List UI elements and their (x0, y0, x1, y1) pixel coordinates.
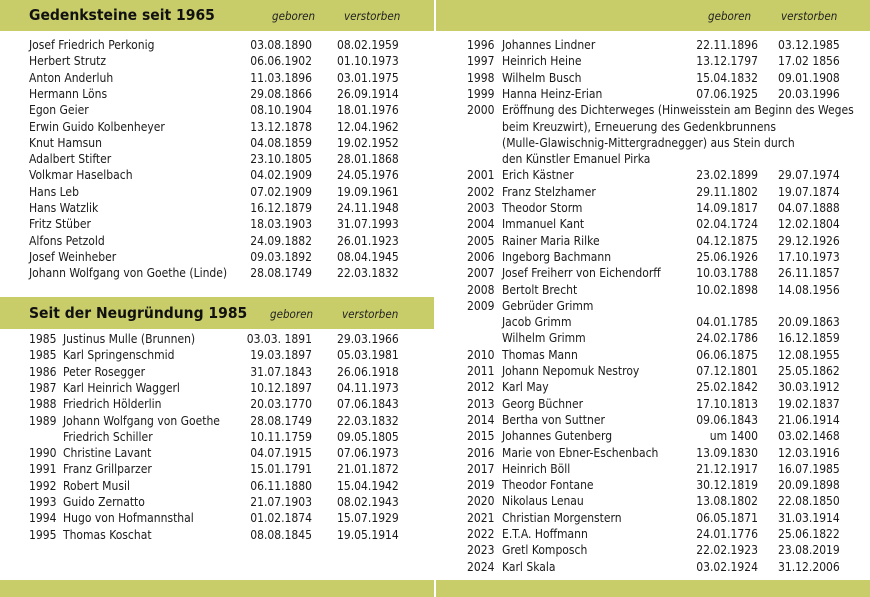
section1-died-label: verstorben (344, 9, 401, 23)
entry-born: 24.02.1786 (696, 331, 758, 346)
list-item (436, 249, 870, 265)
list-item (436, 314, 870, 330)
entry-born: 06.11.1880 (250, 478, 312, 493)
entry-died: 25.05.1862 (778, 364, 840, 378)
entry-born: 04.01.1785 (696, 315, 758, 330)
entry-name: Nikolaus Lenau (502, 494, 584, 509)
entry-born: 24.01.1776 (696, 527, 758, 541)
list-item (0, 380, 434, 396)
entry-died: 04.11.1973 (337, 380, 399, 395)
entry-name: Bertolt Brecht (502, 282, 578, 297)
entry-year: 2020 (467, 494, 495, 509)
list-item (0, 494, 434, 510)
entry-year: 1989 (29, 413, 57, 428)
entry-name: Heinrich Böll (502, 461, 571, 476)
list-item (436, 151, 870, 167)
list-item (0, 102, 434, 118)
entry-died: 29.07.1974 (778, 168, 840, 183)
entry-born: 30.12.1819 (696, 478, 758, 493)
entry-died: 03.01.1975 (337, 70, 399, 85)
entry-born: 04.02.1909 (250, 168, 312, 183)
list-item (0, 37, 434, 53)
entry-born: 18.03.1903 (250, 217, 312, 232)
entry-name: Christian Morgenstern (502, 510, 622, 525)
entry-year: 2008 (467, 282, 495, 297)
entry-died: 29.03.1966 (337, 332, 399, 346)
list-item (0, 364, 434, 380)
entry-born: 17.10.1813 (696, 396, 758, 411)
entry-died: 12.03.1916 (778, 445, 840, 460)
list-item (0, 347, 434, 363)
entry-year: 2009 (467, 298, 495, 313)
entry-died: 23.08.2019 (778, 543, 840, 558)
entry-born: 04.07.1915 (250, 446, 312, 461)
entry-name: Immanuel Kant (502, 217, 585, 232)
entry-name: Hanna Heinz-Erian (502, 86, 603, 101)
list-item (0, 119, 434, 135)
entry-died: 14.08.1956 (778, 282, 840, 297)
entry-died: 21.06.1914 (778, 412, 840, 427)
entry-year: 2010 (467, 347, 495, 362)
entry-year: 1999 (467, 86, 495, 101)
entry-name: Theodor Storm (502, 201, 583, 215)
entry-name: Gebrüder Grimm (502, 298, 594, 313)
entry-name: Herbert Strutz (29, 54, 107, 69)
list-item (436, 135, 870, 151)
list-item (436, 445, 870, 461)
entry-year: 2004 (467, 217, 495, 232)
entry-born: 13.12.1878 (250, 119, 312, 134)
entry-born: 09.06.1843 (696, 412, 758, 427)
section2-born-label: geboren (270, 307, 314, 321)
list-item (436, 167, 870, 183)
entry-born: 03.08.1890 (250, 38, 312, 52)
entry-died: 03.02.1468 (778, 429, 840, 444)
entry-died: 08.02.1959 (337, 38, 399, 52)
list-item (436, 53, 870, 69)
entry-year: 2001 (467, 168, 495, 183)
entry-year: 1998 (467, 70, 495, 85)
entry-name: Erich Kästner (502, 168, 574, 183)
right-footer-bar (436, 580, 870, 597)
list-item (0, 249, 434, 265)
entry-name: Josef Freiherr von Eichendorff (502, 266, 661, 281)
entry-name: Thomas Koschat (63, 527, 152, 542)
section2-header-bar (0, 297, 434, 329)
entry-born: 10.03.1788 (696, 266, 758, 281)
list-item (436, 412, 870, 428)
section2-died-label: verstorben (342, 307, 399, 321)
list-item (436, 363, 870, 379)
list-item (436, 347, 870, 363)
entry-died: 31.07.1993 (337, 217, 399, 232)
list-item (0, 135, 434, 151)
entry-died: 15.07.1929 (337, 511, 399, 526)
entry-name: beim Kreuzwirt), Erneuerung des Gedenkbrunnens (502, 119, 776, 134)
entry-year: 1991 (29, 462, 57, 477)
entry-year: 2022 (467, 527, 495, 541)
entry-born: 11.03.1896 (250, 70, 312, 85)
entry-name: Erwin Guido Kolbenheyer (29, 119, 165, 134)
list-item (0, 167, 434, 183)
entry-died: 15.04.1942 (337, 478, 399, 493)
entry-died: 31.12.2006 (778, 559, 840, 574)
entry-born: 25.06.1926 (696, 249, 758, 264)
section2-title: Seit der Neugründung 1985 (29, 304, 248, 322)
entry-died: 26.06.1918 (337, 364, 399, 379)
entry-born: 14.09.1817 (696, 201, 758, 215)
entry-died: 19.02.1952 (337, 135, 399, 150)
entry-died: 20.03.1996 (778, 86, 840, 101)
entry-died: 09.05.1805 (337, 429, 399, 444)
entry-born: 29.08.1866 (250, 86, 312, 101)
entry-died: 25.06.1822 (778, 527, 840, 541)
entry-born: 07.12.1801 (696, 364, 758, 378)
entry-born: 03.03. 1891 (246, 332, 312, 346)
entry-year: 1988 (29, 397, 57, 412)
entry-name: Josef Friedrich Perkonig (29, 38, 155, 52)
entry-name: Bertha von Suttner (502, 412, 605, 427)
entry-name: Hans Leb (29, 184, 79, 199)
entry-died: 19.02.1837 (778, 396, 840, 411)
right-page (436, 0, 870, 597)
entry-born: 15.04.1832 (696, 70, 758, 85)
list-item (436, 477, 870, 493)
list-item (436, 86, 870, 102)
entry-died: 24.05.1976 (337, 168, 399, 183)
entry-name: Wilhelm Grimm (502, 331, 586, 346)
entry-year: 1993 (29, 495, 57, 509)
entry-year: 2000 (467, 103, 495, 118)
entry-name: Franz Grillparzer (63, 462, 152, 477)
list-item (0, 151, 434, 167)
list-item (436, 559, 870, 575)
entry-born: 13.08.1802 (696, 494, 758, 509)
entry-name: Volkmar Haselbach (29, 168, 133, 183)
list-item (0, 53, 434, 69)
list-item (436, 461, 870, 477)
entry-name: Marie von Ebner-Eschenbach (502, 445, 659, 460)
list-item (436, 184, 870, 200)
entry-born: 25.02.1842 (696, 380, 758, 395)
entry-died: 07.06.1843 (337, 397, 399, 412)
entry-name: Karl May (502, 380, 549, 395)
entry-name: Karl Heinrich Waggerl (63, 380, 180, 395)
entry-born: 28.08.1749 (250, 266, 312, 281)
section1-header-bar (0, 0, 434, 31)
entry-name: Johannes Gutenberg (502, 429, 613, 444)
entry-born: 22.11.1896 (696, 38, 758, 52)
entry-year: 2019 (467, 478, 495, 493)
entry-died: 19.05.1914 (337, 527, 399, 542)
entry-name: Knut Hamsun (29, 135, 102, 150)
entry-born: 01.02.1874 (250, 511, 312, 526)
entry-name: Georg Büchner (502, 396, 584, 411)
list-item (0, 461, 434, 477)
list-item (0, 200, 434, 216)
entry-year: 1992 (29, 478, 57, 493)
entry-name: Franz Stelzhamer (502, 184, 596, 199)
entry-year: 2011 (467, 364, 495, 378)
entry-born: 29.11.1802 (696, 184, 758, 199)
entry-died: 24.11.1948 (337, 201, 399, 215)
list-item (0, 233, 434, 249)
entry-born: 06.06.1902 (250, 54, 312, 69)
entry-died: 17.02 1856 (778, 54, 840, 69)
list-item (436, 282, 870, 298)
right-died-label: verstorben (781, 9, 838, 23)
entry-born: 16.12.1879 (250, 201, 312, 215)
entry-born: 15.01.1791 (250, 462, 312, 477)
entry-year: 2005 (467, 233, 495, 248)
right-born-label: geboren (708, 9, 752, 23)
list-item (0, 527, 434, 543)
entry-name: Adalbert Stifter (29, 152, 112, 167)
entry-born: 13.09.1830 (696, 445, 758, 460)
list-item (436, 70, 870, 86)
entry-born: 09.03.1892 (250, 249, 312, 264)
entry-born: um 1400 (709, 429, 758, 444)
list-item (436, 542, 870, 558)
entry-died: 21.01.1872 (337, 462, 399, 477)
entry-name: Egon Geier (29, 103, 89, 118)
entry-died: 12.02.1804 (778, 217, 840, 232)
entry-year: 2015 (467, 429, 495, 444)
entry-name: Thomas Mann (502, 347, 578, 362)
entry-name: (Mulle-Glawischnig-Mittergradnegger) aus Stein durch (502, 135, 795, 150)
entry-year: 1990 (29, 446, 57, 461)
entry-name: Karl Springenschmid (63, 348, 175, 363)
list-item (436, 330, 870, 346)
entry-born: 07.06.1925 (696, 86, 758, 101)
entry-born: 23.02.1899 (696, 168, 758, 183)
list-item (436, 493, 870, 509)
list-item (0, 216, 434, 232)
entry-name: Wilhelm Busch (502, 70, 582, 85)
entry-name: Hugo von Hofmannsthal (63, 511, 194, 526)
list-item (0, 70, 434, 86)
entry-name: Karl Skala (502, 559, 556, 574)
list-item (0, 445, 434, 461)
entry-name: Hermann Löns (29, 86, 108, 101)
entry-year: 1987 (29, 380, 57, 395)
entry-born: 20.03.1770 (250, 397, 312, 412)
entry-died: 09.01.1908 (778, 70, 840, 85)
entry-year: 1985 (29, 348, 57, 363)
entry-name: Johann Wolfgang von Goethe (Linde) (29, 266, 228, 281)
entry-name: Fritz Stüber (29, 217, 91, 232)
list-item (0, 86, 434, 102)
list-item (436, 265, 870, 281)
list-item (0, 413, 434, 429)
entry-died: 20.09.1863 (778, 315, 840, 330)
entry-name: E.T.A. Hoffmann (502, 527, 588, 541)
entry-born: 04.08.1859 (250, 135, 312, 150)
entry-died: 26.09.1914 (337, 86, 399, 101)
entry-year: 2023 (467, 543, 495, 558)
entry-year: 2007 (467, 266, 495, 281)
left-footer-bar (0, 580, 434, 597)
entry-died: 29.12.1926 (778, 233, 840, 248)
entry-name: Alfons Petzold (29, 233, 105, 248)
entry-died: 05.03.1981 (337, 348, 399, 363)
entry-name: Eröffnung des Dichterweges (Hinweisstein am Beginn des Weges (502, 103, 854, 118)
entry-died: 18.01.1976 (337, 103, 399, 118)
entry-name: Justinus Mulle (Brunnen) (63, 332, 196, 346)
entry-died: 07.06.1973 (337, 446, 399, 461)
entry-year: 1996 (467, 38, 495, 52)
entry-born: 04.12.1875 (696, 233, 758, 248)
list-item (436, 37, 870, 53)
list-item (436, 298, 870, 314)
entry-born: 10.11.1759 (250, 429, 312, 444)
list-item (0, 478, 434, 494)
entry-born: 22.02.1923 (696, 543, 758, 558)
entry-born: 07.02.1909 (250, 184, 312, 199)
entry-born: 08.10.1904 (250, 103, 312, 118)
entry-name: Gretl Komposch (502, 543, 588, 558)
entry-born: 03.02.1924 (696, 559, 758, 574)
entry-year: 2003 (467, 201, 495, 215)
entry-name: Guido Zernatto (63, 495, 145, 509)
list-item (0, 396, 434, 412)
right-header-bar (436, 0, 870, 31)
entry-died: 22.03.1832 (337, 266, 399, 281)
entry-year: 2024 (467, 559, 495, 574)
entry-name: Robert Musil (63, 478, 130, 493)
list-item (0, 331, 434, 347)
entry-born: 31.07.1843 (250, 364, 312, 379)
list-item (436, 102, 870, 118)
entry-died: 08.04.1945 (337, 249, 399, 264)
section1-born-label: geboren (272, 9, 316, 23)
list-item (436, 428, 870, 444)
entry-born: 06.06.1875 (696, 347, 758, 362)
entry-name: Rainer Maria Rilke (502, 233, 600, 248)
entry-name: Jacob Grimm (502, 315, 572, 330)
left-page (0, 0, 434, 597)
entry-year: 1995 (29, 527, 57, 542)
entry-died: 12.08.1955 (778, 347, 840, 362)
entry-born: 10.12.1897 (250, 380, 312, 395)
entry-name: Johannes Lindner (502, 38, 596, 52)
entry-year: 2013 (467, 396, 495, 411)
entry-year: 2014 (467, 412, 495, 427)
entry-died: 16.07.1985 (778, 461, 840, 476)
entry-died: 08.02.1943 (337, 495, 399, 509)
entry-born: 08.08.1845 (250, 527, 312, 542)
entry-died: 04.07.1888 (778, 201, 840, 215)
entry-died: 26.11.1857 (778, 266, 840, 281)
entry-name: Hans Watzlik (29, 201, 99, 215)
entry-name: Johann Nepomuk Nestroy (502, 364, 640, 378)
list-item (436, 396, 870, 412)
list-item (436, 233, 870, 249)
entry-born: 02.04.1724 (696, 217, 758, 232)
list-item (0, 265, 434, 281)
entry-died: 17.10.1973 (778, 249, 840, 264)
entry-year: 2012 (467, 380, 495, 395)
entry-name: Anton Anderluh (29, 70, 114, 85)
entry-died: 19.07.1874 (778, 184, 840, 199)
list-item (436, 526, 870, 542)
entry-year: 2016 (467, 445, 495, 460)
entry-died: 20.09.1898 (778, 478, 840, 493)
entry-died: 01.10.1973 (337, 54, 399, 69)
entry-died: 22.03.1832 (337, 413, 399, 428)
entry-name: Friedrich Schiller (63, 429, 153, 444)
entry-year: 1994 (29, 511, 57, 526)
entry-year: 2006 (467, 249, 495, 264)
list-item (436, 200, 870, 216)
entry-died: 31.03.1914 (778, 510, 840, 525)
section1-title: Gedenksteine seit 1965 (29, 6, 215, 24)
list-item (436, 119, 870, 135)
entry-name: Peter Rosegger (63, 364, 146, 379)
entry-died: 28.01.1868 (337, 152, 399, 167)
entry-name: Josef Weinheber (29, 249, 117, 264)
entry-born: 19.03.1897 (250, 348, 312, 363)
entry-died: 22.08.1850 (778, 494, 840, 509)
entry-died: 12.04.1962 (337, 119, 399, 134)
list-item (0, 510, 434, 526)
entry-born: 21.07.1903 (250, 495, 312, 509)
entry-born: 06.05.1871 (696, 510, 758, 525)
list-item (0, 184, 434, 200)
entry-died: 16.12.1859 (778, 331, 840, 346)
entry-born: 10.02.1898 (696, 282, 758, 297)
entry-born: 28.08.1749 (250, 413, 312, 428)
list-item (436, 379, 870, 395)
entry-year: 1997 (467, 54, 495, 69)
entry-name: Friedrich Hölderlin (63, 397, 162, 412)
entry-year: 2002 (467, 184, 495, 199)
entry-born: 23.10.1805 (250, 152, 312, 167)
entry-name: Ingeborg Bachmann (502, 249, 612, 264)
entry-died: 26.01.1923 (337, 233, 399, 248)
entry-name: den Künstler Emanuel Pirka (502, 152, 651, 167)
entry-year: 1986 (29, 364, 57, 379)
entry-born: 21.12.1917 (696, 461, 758, 476)
entry-name: Theodor Fontane (502, 478, 594, 493)
entry-name: Christine Lavant (63, 446, 152, 461)
entry-year: 1985 (29, 332, 57, 346)
entry-died: 30.03.1912 (778, 380, 840, 395)
list-item (436, 216, 870, 232)
entry-died: 03.12.1985 (778, 38, 840, 52)
entry-born: 13.12.1797 (696, 54, 758, 69)
list-item (436, 510, 870, 526)
entry-name: Heinrich Heine (502, 54, 582, 69)
entry-born: 24.09.1882 (250, 233, 312, 248)
entry-year: 2017 (467, 461, 495, 476)
list-item (0, 429, 434, 445)
entry-name: Johann Wolfgang von Goethe (63, 413, 220, 428)
entry-died: 19.09.1961 (337, 184, 399, 199)
entry-year: 2021 (467, 510, 495, 525)
